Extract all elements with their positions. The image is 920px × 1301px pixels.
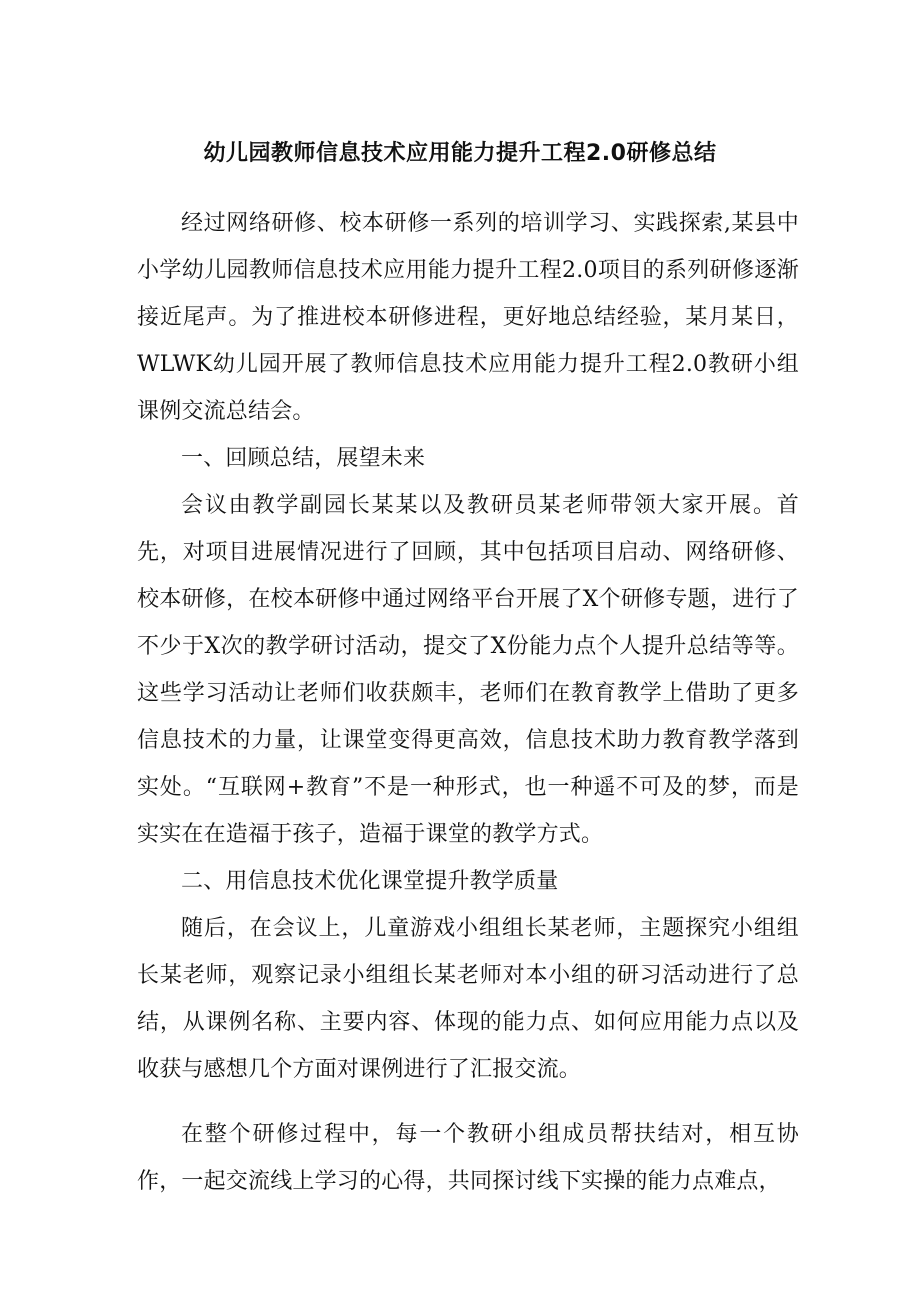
document-title: 幼儿园教师信息技术应用能力提升工程2.0研修总结 xyxy=(203,141,717,166)
paragraph-process: 在整个研修过程中，每一个教研小组成员帮扶结对，相互协作，一起交流线上学习的心得，共同探讨线下实操的能力点难点， xyxy=(137,1122,799,1194)
section-heading-1: 一、回顾总结，展望未来 xyxy=(181,446,426,471)
section-heading-2: 二、用信息技术优化课堂提升教学质量 xyxy=(181,869,559,894)
paragraph-review: 会议由教学副园长某某以及教研员某老师带领大家开展。首先，对项目进展情况进行了回顾，其中包括项目启动、网络研修、校本研修，在校本研修中通过网络平台开展了X个研修专题，进行了不少于X次的教学研讨活动，提交了X份能力点个人提升总结等等。这些学习活动让老师们收获颇丰，老师们在教育教学上借助了更多信息技术的力量，让课堂变得更高效，信息技术助力教育教学落到实处。“互联网+教育”不是一种形式，也一种遥不可及的梦，而是实实在在造福于孩子，造福于课堂的教学方式。 xyxy=(137,493,799,847)
paragraph-meeting: 随后，在会议上，儿童游戏小组组长某老师，主题探究小组组长某老师，观察记录小组组长某老师对本小组的研习活动进行了总结，从课例名称、主要内容、体现的能力点、如何应用能力点以及收获与感想几个方面对课例进行了汇报交流。 xyxy=(137,916,799,1082)
paragraph-intro: 经过网络研修、校本研修一系列的培训学习、实践探索,某县中小学幼儿园教师信息技术应用能力提升工程2.0项目的系列研修逐渐接近尾声。为了推进校本研修进程，更好地总结经验，某月某日，WLWK幼儿园开展了教师信息技术应用能力提升工程2.0教研小组课例交流总结会。 xyxy=(137,211,799,424)
document-body xyxy=(137,200,799,1205)
